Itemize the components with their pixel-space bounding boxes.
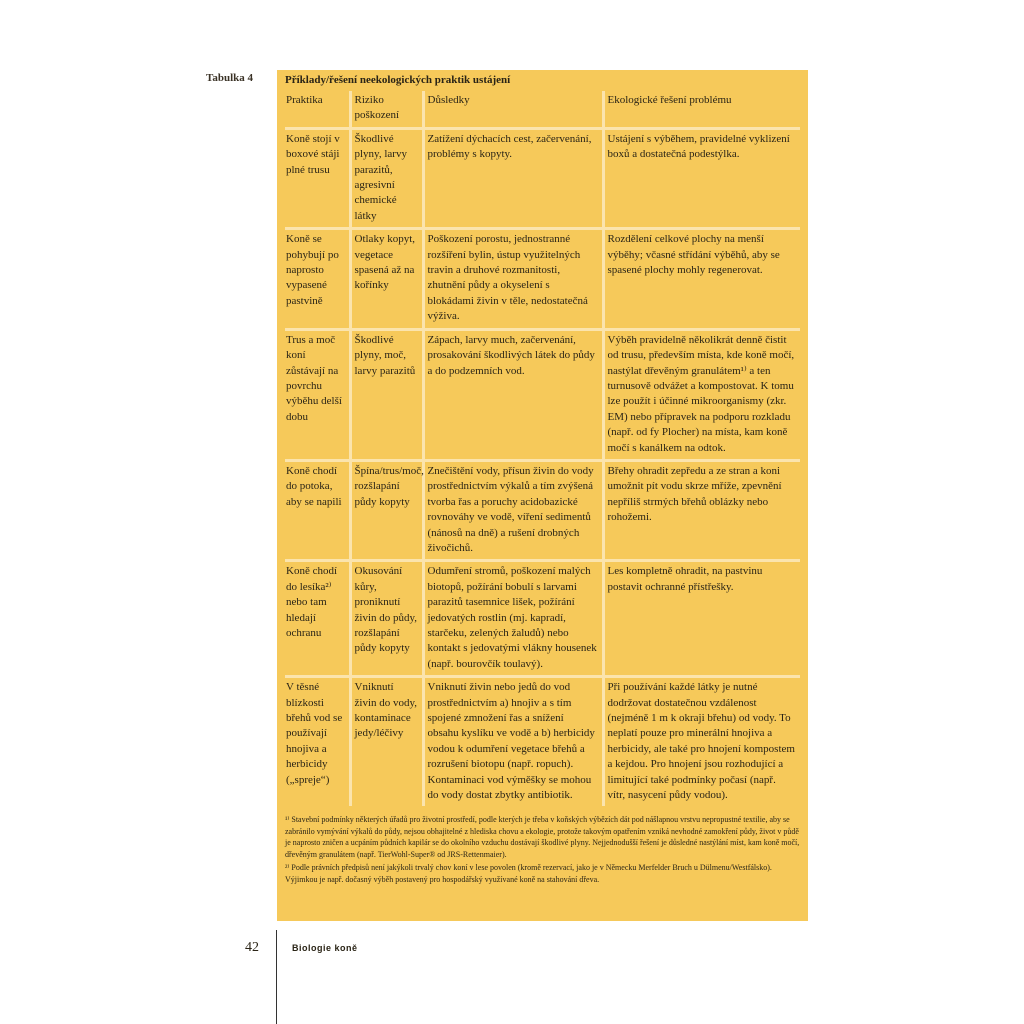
cell-riziko: Škodlivé plyny, larvy parazitů, agresivní chemické látky (350, 128, 423, 228)
table-row (285, 561, 800, 677)
cell-praktika: V těsné blízkosti břehů vod se používají hnojiva a herbicidy („spreje“) (285, 677, 350, 807)
cell-riziko: Vniknutí živin do vody, kontaminace jedy/léčivy (350, 677, 423, 807)
cell-riziko: Špína/trus/moč, rozšlapání půdy kopyty (350, 460, 423, 560)
table-row (285, 128, 800, 228)
table-header-row (285, 91, 800, 128)
cell-riziko: Škodlivé plyny, moč, larvy parazitů (350, 329, 423, 460)
cell-praktika: Trus a moč koní zůstávají na povrchu výběhu delší dobu (285, 329, 350, 460)
footnote-2: ²⁾ Podle právních předpisů není jakýkoli trvalý chov koní v lese povolen (kromě rezervací, jako je v Německu Merfelder Bruch u Dülmenu/Westfálsko). Výjimkou je např. dočasný výběh postavený pro hospodářský využívané koně na stahování dřeva. (285, 863, 772, 884)
running-title: Biologie koně (292, 943, 358, 953)
cell-dusledky: Zápach, larvy much, začervenání, prosakování škodlivých látek do půdy a do podzemních vod. (423, 329, 603, 460)
footnote-1: ¹⁾ Stavební podmínky některých úřadů pro životní prostředí, podle kterých je třeba v koňských výbězích dát pod nášlapnou vrstvu nepropustné textilie, aby se zabránilo vymývání výkalů do půdy, nejsou obhajitelné z hlediska chovu a ekologie, protože takovým opatřením vzniká nevhodné zamokření půdy, život v půdě je naprosto zničen a ucpáním půdních kapilár se do okolního vzduchu dostávají škodlivé plyny. Nejjednodušší řešení je důsledné nastýlání míst, kam koně močí, dřevěným granulátem (např. TierWohl-Super® od JRS-Rettenmaier). (285, 815, 800, 859)
cell-reseni: Les kompletně ohradit, na pastvinu postavit ochranné přístřešky. (603, 561, 800, 677)
cell-reseni: Břehy ohradit zepředu a ze stran a koni umožnit pít vodu skrze mříže, zpevnění nepříliš strmých břehů oblázky nebo rohožemi. (603, 460, 800, 560)
cell-praktika: Koně chodí do lesíka²⁾ nebo tam hledají ochranu (285, 561, 350, 677)
page-number: 42 (245, 940, 259, 955)
table-row (285, 677, 800, 807)
column-header: Riziko poškození (350, 91, 423, 128)
cell-dusledky: Zatížení dýchacích cest, začervenání, problémy s kopyty. (423, 128, 603, 228)
cell-dusledky: Poškození porostu, jednostranné rozšíření bylin, ústup využitelných travin a druhové rozmanitosti, zhutnění půdy a okyselení s blokádami živin v těle, nedostatečná výživa. (423, 229, 603, 329)
column-header: Důsledky (423, 91, 603, 128)
cell-dusledky: Znečištění vody, přísun živin do vody prostřednictvím výkalů a tím zvýšená tvorba řas a poruchy acidobazické rovnováhy ve vodě, víření sedimentů (nánosů na dně) a rušení drobných živočichů. (423, 460, 603, 560)
cell-praktika: Koně chodí do potoka, aby se napili (285, 460, 350, 560)
table-panel (277, 70, 808, 921)
table-row (285, 329, 800, 460)
cell-reseni: Výběh pravidelně několikrát denně čistit od trusu, především místa, kde koně močí, nastýlat dřevěným granulátem¹⁾ a ten turnusově odvážet a kompostovat. K tomu lze použít i účinné mikroorganismy (zkr. EM) nebo přípravek na podporu rozkladu (např. od fy Plocher) na místa, kam koně močí s kanálkem na odtok. (603, 329, 800, 460)
table-title: Příklady/řešení neekologických praktik ustájení (285, 74, 511, 86)
cell-reseni: Ustájení s výběhem, pravidelné vyklizení boxů a dostatečná podestýlka. (603, 128, 800, 228)
cell-riziko: Otlaky kopyt, vegetace spasená až na kořínky (350, 229, 423, 329)
cell-riziko: Okusování kůry, proniknutí živin do půdy, rozšlapání půdy kopyty (350, 561, 423, 677)
cell-praktika: Koně stojí v boxové stáji plné trusu (286, 132, 340, 176)
cell-dusledky: Odumření stromů, poškození malých biotopů, požírání bobulí s larvami parazitů tasemnice lišek, požírání jedovatých rostlin (mj. kapradí, starčeku, zelených žaludů) nebo kontakt s jedovatými vlákny housenek (např. bourovčík toulavý). (423, 561, 603, 677)
cell-reseni: Rozdělení celkové plochy na menší výběhy; včasné střídání výběhů, aby se spasené plochy mohly regenerovat. (603, 229, 800, 329)
table-row (285, 229, 800, 329)
cell-dusledky: Vniknutí živin nebo jedů do vod prostřednictvím a) hnojiv a s tím spojené zmnožení řas a snížení obsahu kyslíku ve vodě a b) herbicidy vodou k odumření vegetace břehů a rozrušení biotopu (např. ropuch). Kontaminaci vod výměšky se mohou do vody dostat zbytky antibiotik. (423, 677, 603, 807)
vertical-divider (276, 930, 277, 1024)
cell-reseni: Při používání každé látky je nutné dodržovat dostatečnou vzdálenost (nejméně 1 m k okraji břehu) od vody. To neplatí pouze pro minerální hnojiva a herbicidy, ale také pro hnojení kompostem a kejdou. Pro hnojení jsou rozhodující a limitující také podmínky počasí (např. vítr, nasycení půdy vodou). (603, 677, 800, 807)
column-header: Praktika (285, 91, 350, 128)
table-row (285, 460, 800, 560)
practices-table (285, 91, 800, 806)
footnotes (285, 814, 800, 885)
table-label: Tabulka 4 (206, 72, 253, 84)
column-header: Ekologické řešení problému (603, 91, 800, 128)
cell-praktika: Koně se pohybují po naprosto vypasené pastvině (285, 229, 350, 329)
